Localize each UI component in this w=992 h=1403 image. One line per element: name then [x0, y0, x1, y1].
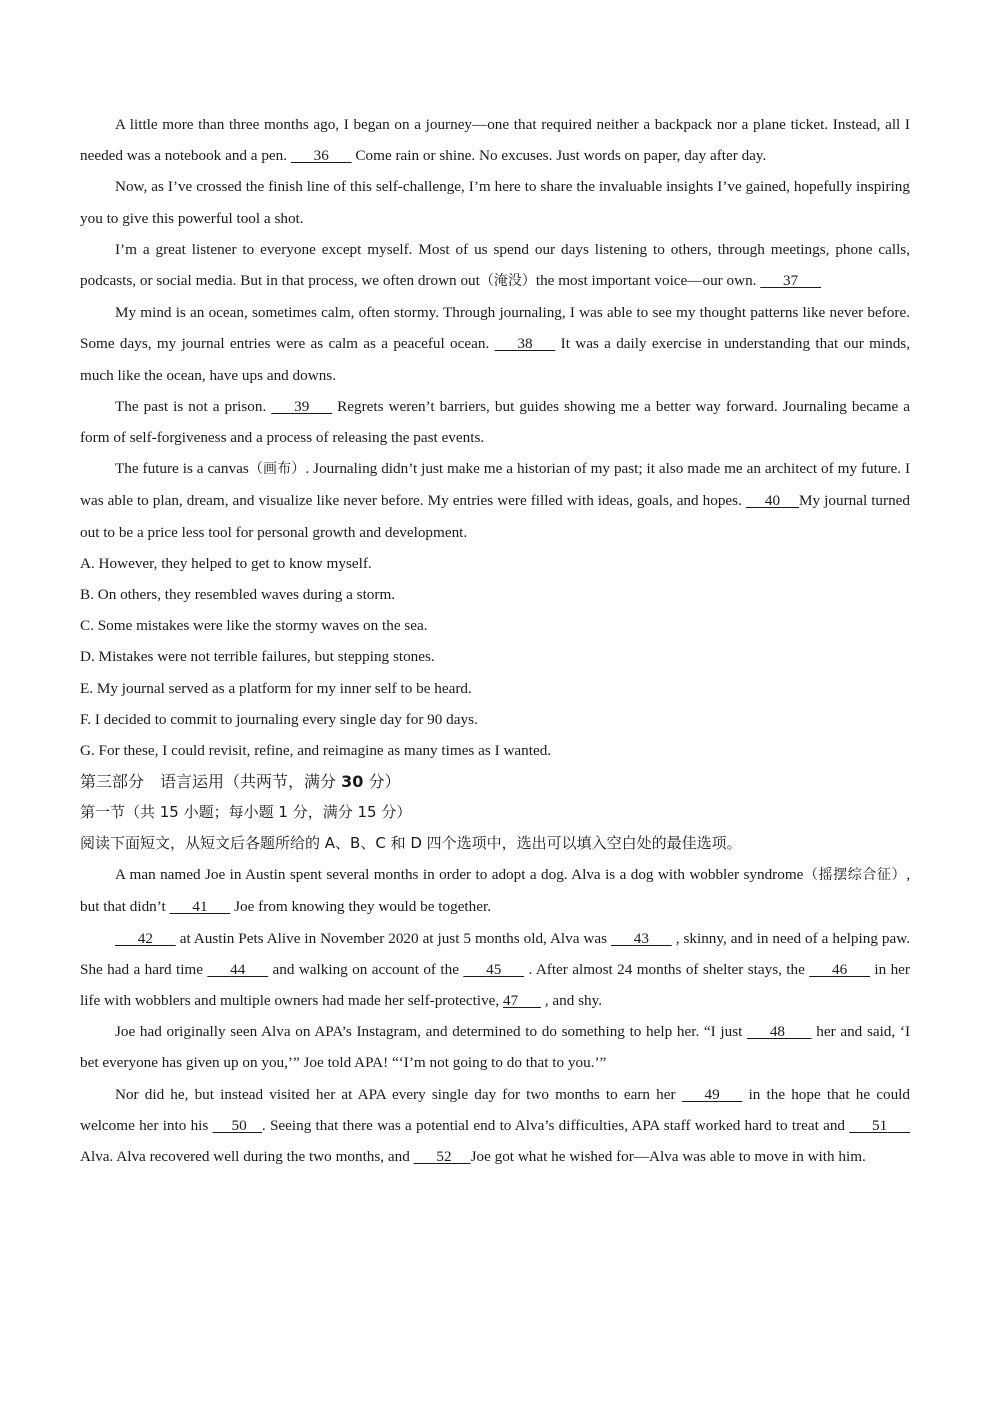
section-subheading: 第一节（共 15 小题；每小题 1 分，满分 15 分）	[80, 803, 412, 822]
blank-50[interactable]: 50	[231, 1116, 247, 1134]
blank-39[interactable]: 39	[294, 397, 310, 415]
option-g: G. For these, I could revisit, refine, and reimagine as many times as I wanted.	[80, 742, 552, 760]
blank-40[interactable]: 40	[764, 492, 781, 510]
option-a: A. However, they helped to get to know myself.	[80, 554, 372, 572]
option-b: B. On others, they resembled waves during a storm.	[80, 586, 396, 604]
blank-52[interactable]: 52	[436, 1148, 452, 1166]
option-c: C. Some mistakes were like the stormy waves on the sea.	[80, 617, 428, 635]
blank-44[interactable]: 44	[230, 960, 246, 978]
blank-43[interactable]: 43	[633, 929, 649, 947]
section-heading: 第三部分 语言运用（共两节，满分 30 分）	[80, 772, 401, 792]
option-d: D. Mistakes were not terrible failures, but stepping stones.	[80, 648, 435, 666]
passage1-paragraph-1: A little more than three months ago, I began on a journey—one that required neither a backpack nor a plane ticket. Instead, all I needed was a notebook and a pen. 36 Come rain or shine. No excuses. Just words on paper, day after day.	[80, 109, 910, 171]
blank-48[interactable]: 48	[769, 1023, 785, 1041]
passage2-paragraph-1: A man named Joe in Austin spent several months in order to adopt a dog. Alva is a dog with wobbler syndrome（摇摆综合征）, but that didn’t 41 Joe from knowing they would be together.	[80, 859, 910, 922]
blank-47[interactable]: 47	[503, 992, 519, 1010]
passage2-paragraph-4: Nor did he, but instead visited her at APA every single day for two months to earn her 49 in the hope that he could welcome her into his 50 . Seeing that there was a potential end to Alva’s difficulties, APA staff worked hard to treat and 51 Alva. Alva recovered well during the two months, and 52 Joe got what he wished for—Alva was able to move in with him.	[80, 1079, 910, 1173]
passage2-paragraph-2: 42 at Austin Pets Alive in November 2020 at just 5 months old, Alva was 43 , skinny, and in need of a helping paw. She had a hard time 44 and walking on account of the 45 . After almost 24 months of shelter stays, the 46 in her life with wobblers and multiple owners had made her self-protective, 47 , and shy.	[80, 923, 910, 1017]
blank-37[interactable]: 37	[783, 272, 799, 290]
passage1-paragraph-5: The past is not a prison. 39 Regrets weren’t barriers, but guides showing me a better way forward. Journaling became a form of self-forgiveness and a process of releasing the past events.	[80, 391, 910, 453]
blank-51[interactable]: 51	[872, 1116, 888, 1134]
option-f: F. I decided to commit to journaling every single day for 90 days.	[80, 710, 478, 728]
blank-45[interactable]: 45	[486, 960, 502, 978]
blank-49[interactable]: 49	[704, 1085, 720, 1103]
blank-36[interactable]: 36	[313, 147, 329, 165]
document-page	[80, 109, 910, 1172]
passage2-paragraph-3: Joe had originally seen Alva on APA’s Instagram, and determined to do something to help her. “I just 48 her and said, ‘I bet everyone has given up on you,’” Joe told APA! “‘I’m not going to do that to you.’”	[80, 1016, 910, 1078]
passage1-paragraph-3: I’m a great listener to everyone except myself. Most of us spend our days listening to others, through meetings, phone calls, podcasts, or social media. But in that process, we often drown out（淹没）the most important voice—our own. 37	[80, 234, 910, 297]
passage1-paragraph-4: My mind is an ocean, sometimes calm, often stormy. Through journaling, I was able to see my thought patterns like never before. Some days, my journal entries were as calm as a peaceful ocean. 38 It was a daily exercise in understanding that our minds, much like the ocean, have ups and downs.	[80, 304, 910, 384]
section-instruction: 阅读下面短文，从短文后各题所给的 A、B、C 和 D 四个选项中，选出可以填入空白处的最佳选项。	[80, 834, 742, 853]
blank-46[interactable]: 46	[832, 960, 848, 978]
blank-41[interactable]: 41	[192, 898, 208, 916]
passage1-paragraph-2: Now, as I’ve crossed the finish line of this self-challenge, I’m here to share the invaluable insights I’ve gained, hopefully inspiring you to give this powerful tool a shot.	[80, 178, 910, 227]
passage1-paragraph-6: The future is a canvas（画布）. Journaling didn’t just make me a historian of my past; it also made me an architect of my future. I was able to plan, dream, and visualize like never before. My entries were filled with ideas, goals, and hopes. 40 My journal turned out to be a price less tool for personal growth and development.	[80, 460, 911, 541]
blank-38[interactable]: 38	[517, 335, 533, 353]
blank-42[interactable]: 42	[137, 929, 153, 947]
option-e: E. My journal served as a platform for my inner self to be heard.	[80, 679, 472, 697]
